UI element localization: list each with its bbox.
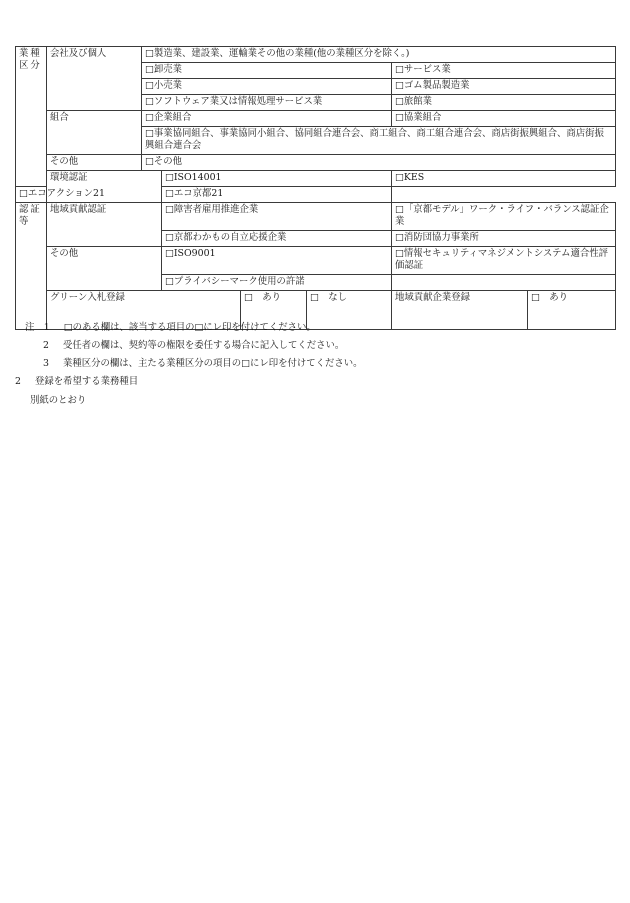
chiiki-touroku-label: 地域貢献企業登録 bbox=[392, 291, 528, 330]
green-label: グリーン入札登録 bbox=[47, 291, 241, 330]
note-3 bbox=[43, 358, 362, 370]
option-wakamono[interactable]: □京都わかもの自立応援企業 bbox=[162, 231, 392, 247]
option-iso9001[interactable]: □ISO9001 bbox=[162, 247, 392, 275]
option-service[interactable]: □サービス業 bbox=[392, 63, 616, 79]
section-2-title: 登録を希望する業務種目 bbox=[34, 376, 139, 387]
kaisha-label: 会社及び個人 bbox=[47, 47, 142, 111]
option-kyogyo-kumiai[interactable]: □協業組合 bbox=[392, 111, 616, 127]
registration-form-table bbox=[15, 46, 616, 330]
empty-cell bbox=[392, 275, 616, 291]
note-1 bbox=[25, 322, 316, 334]
ninsho-label: 認証 等 bbox=[16, 203, 47, 330]
option-eco-kyoto[interactable]: □エコ京都21 bbox=[162, 187, 392, 203]
option-shobo[interactable]: □消防団協力事業所 bbox=[392, 231, 616, 247]
sonota2-label: その他 bbox=[47, 247, 162, 291]
option-iso14001[interactable]: □ISO14001 bbox=[162, 171, 392, 187]
option-green-ari[interactable]: □ あり bbox=[241, 291, 307, 330]
chiiki-label: 地域貢献認証 bbox=[47, 203, 162, 247]
note-3-label: 3 bbox=[43, 358, 49, 369]
option-software[interactable]: □ソフトウェア業又は情報処理サービス業 bbox=[142, 95, 392, 111]
section-2-body: 別紙のとおり bbox=[30, 395, 87, 406]
option-kyoto-model[interactable]: □「京都モデル」ワーク・ライフ・バランス認証企業 bbox=[392, 203, 616, 231]
option-oroshi[interactable]: □卸売業 bbox=[142, 63, 392, 79]
section-2-number: 2 bbox=[15, 376, 21, 387]
option-kouri[interactable]: □小売業 bbox=[142, 79, 392, 95]
option-jigyo-kumiai[interactable]: □事業協同組合、事業協同小組合、協同組合連合会、商工組合、商工組合連合会、商店街振興組合、商店街振興組合連合会 bbox=[142, 127, 616, 155]
option-manufacturing[interactable]: □製造業、建設業、運輸業その他の業種(他の業種区分を除く。) bbox=[142, 47, 616, 63]
note-2 bbox=[43, 340, 344, 352]
option-kigyo-kumiai[interactable]: □企業組合 bbox=[142, 111, 392, 127]
note-3-text: 業種区分の欄は、主たる業種区分の項目の□にレ印を付けてください。 bbox=[62, 358, 363, 369]
section-2-heading bbox=[15, 376, 138, 388]
option-sonota1[interactable]: □その他 bbox=[142, 155, 616, 171]
option-eco-action[interactable]: □エコアクション21 bbox=[16, 187, 162, 203]
note-2-text: 受任者の欄は、契約等の権限を委任する場合に記入してください。 bbox=[62, 340, 345, 351]
option-privacy[interactable]: □プライバシーマーク使用の許諾 bbox=[162, 275, 392, 291]
option-security[interactable]: □情報セキュリティマネジメントシステム適合性評価認証 bbox=[392, 247, 616, 275]
sonota1-label: その他 bbox=[47, 155, 142, 171]
option-ryokan[interactable]: □旅館業 bbox=[392, 95, 616, 111]
kumiai-label: 組合 bbox=[47, 111, 142, 155]
note-1-label: 注 1 bbox=[25, 322, 50, 333]
kankyo-label: 環境認証 bbox=[47, 171, 162, 203]
option-kes[interactable]: □KES bbox=[392, 171, 616, 187]
option-green-nashi[interactable]: □ なし bbox=[307, 291, 392, 330]
note-2-label: 2 bbox=[43, 340, 49, 351]
note-1-text: □のある欄は、該当する項目の□にレ印を付けてください。 bbox=[63, 322, 316, 333]
option-shogai[interactable]: □障害者雇用推進企業 bbox=[162, 203, 392, 231]
option-gomu[interactable]: □ゴム製品製造業 bbox=[392, 79, 616, 95]
option-chiiki-ari[interactable]: □ あり bbox=[528, 291, 616, 330]
gyoshu-kubun-label: 業種 区分 bbox=[16, 47, 47, 187]
